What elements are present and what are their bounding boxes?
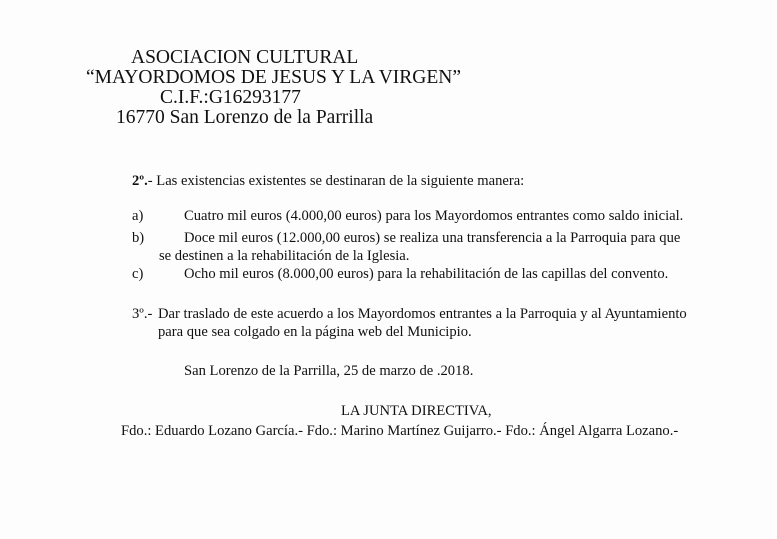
association-subtitle: “MAYORDOMOS DE JESUS Y LA VIRGEN” — [86, 67, 462, 88]
list-item-marker: a) — [132, 208, 144, 224]
board-title: LA JUNTA DIRECTIVA, — [341, 403, 492, 419]
section-2-number: 2º. — [132, 173, 148, 189]
section-2-dash: - — [147, 173, 153, 189]
list-item-text: Doce mil euros (12.000,00 euros) se realiza una transferencia a la Parroquia para que — [184, 230, 681, 246]
signatures-line: Fdo.: Eduardo Lozano García.- Fdo.: Marino Martínez Guijarro.- Fdo.: Ángel Algarra Lozano.- — [121, 423, 679, 439]
list-item-text: Ocho mil euros (8.000,00 euros) para la rehabilitación de las capillas del convento. — [184, 266, 669, 282]
section-2-text: Las existencias existentes se destinaran de la siguiente manera: — [152, 173, 525, 189]
list-item-marker: c) — [132, 266, 144, 282]
section-3-number: 3º.- — [132, 306, 153, 322]
section-2-heading — [132, 172, 524, 190]
list-item-marker: b) — [132, 230, 145, 246]
section-3-line-1: Dar traslado de este acuerdo a los Mayordomos entrantes a la Parroquia y al Ayuntamiento — [158, 306, 687, 322]
association-address: 16770 San Lorenzo de la Parrilla — [116, 107, 374, 128]
association-name: ASOCIACION CULTURAL — [131, 47, 359, 68]
list-item-continuation: se destinen a la rehabilitación de la Iglesia. — [159, 248, 410, 264]
place-and-date: San Lorenzo de la Parrilla, 25 de marzo de .2018. — [184, 363, 474, 379]
section-3-line-2: para que sea colgado en la página web del Municipio. — [158, 324, 472, 340]
association-cif: C.I.F.:G16293177 — [160, 87, 301, 108]
list-item-text: Cuatro mil euros (4.000,00 euros) para los Mayordomos entrantes como saldo inicial. — [184, 208, 684, 224]
